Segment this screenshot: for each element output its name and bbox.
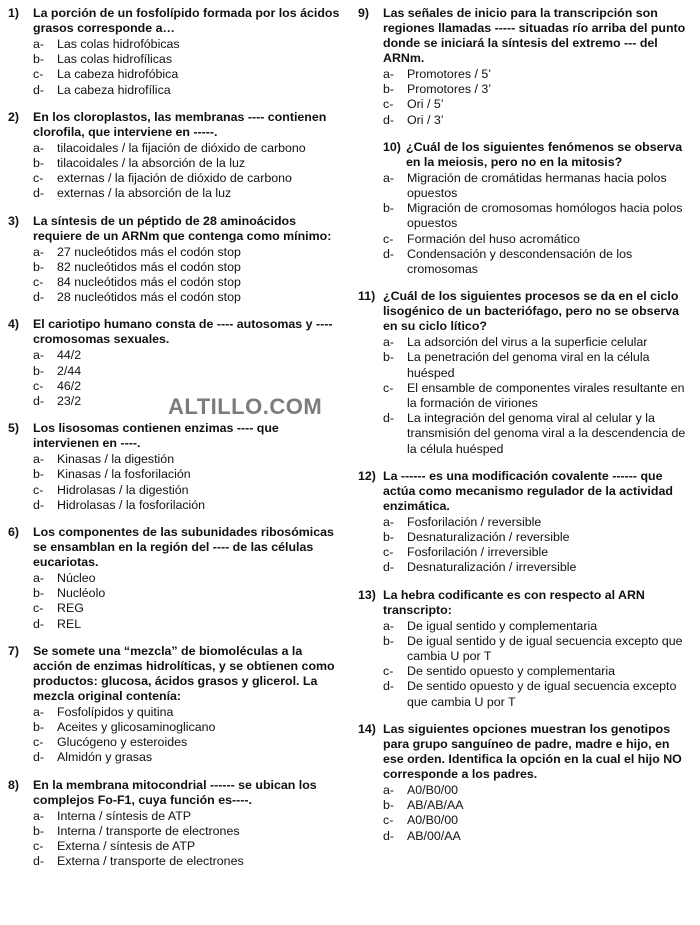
option-letter: a- bbox=[383, 618, 395, 633]
option-letter: b- bbox=[383, 530, 395, 545]
option-item bbox=[8, 824, 340, 839]
option-text: 2/44 bbox=[57, 363, 82, 378]
option-item bbox=[358, 530, 692, 545]
question-header bbox=[358, 722, 692, 782]
option-letter: c- bbox=[383, 380, 394, 395]
option-item bbox=[358, 350, 692, 380]
option-letter: a- bbox=[33, 244, 45, 259]
option-letter: a- bbox=[33, 37, 45, 51]
question-number: 14) bbox=[358, 721, 376, 736]
option-letter: d- bbox=[33, 854, 45, 869]
option-text: Glucógeno y esteroides bbox=[57, 735, 188, 750]
option-letter: a- bbox=[383, 335, 395, 350]
option-text: 27 nucleótidos más el codón stop bbox=[57, 244, 241, 259]
option-text: AB/AB/AA bbox=[407, 798, 464, 813]
option-item bbox=[358, 664, 692, 679]
options-list bbox=[358, 619, 692, 710]
question-header bbox=[8, 110, 340, 140]
option-item bbox=[8, 186, 340, 201]
question-number: 6) bbox=[8, 525, 20, 540]
option-text: A0/B0/00 bbox=[407, 813, 458, 828]
options-list bbox=[8, 245, 340, 306]
option-text: Desnaturalización / irreversible bbox=[407, 560, 577, 575]
option-letter: c- bbox=[33, 378, 44, 393]
option-item bbox=[8, 37, 340, 52]
options-list bbox=[8, 141, 340, 202]
option-letter: c- bbox=[33, 839, 44, 854]
option-text: La penetración del genoma viral en la célula huésped bbox=[407, 350, 650, 380]
option-letter: c- bbox=[33, 601, 44, 616]
option-text: La integración del genoma viral al celular y la transmisión del genoma viral a la descendencia de la célula huésped bbox=[407, 411, 686, 456]
option-item bbox=[8, 260, 340, 275]
option-item bbox=[8, 171, 340, 186]
option-text: Ori / 3’ bbox=[407, 112, 444, 127]
option-text: 44/2 bbox=[57, 348, 82, 363]
option-item bbox=[8, 750, 340, 765]
question-text: Las señales de inicio para la transcripción son regiones llamadas ----- situadas río arriba del punto donde se iniciará la síntesis del extremo --- del ARNm. bbox=[383, 6, 686, 65]
option-text: Nucléolo bbox=[57, 586, 106, 601]
option-text: Desnaturalización / reversible bbox=[407, 530, 570, 545]
option-item bbox=[8, 617, 340, 632]
option-text: De igual sentido y complementaria bbox=[407, 618, 598, 633]
question-text: ¿Cuál de los siguientes fenómenos se observa en la meiosis, pero no en la mitosis? bbox=[406, 139, 683, 169]
option-letter: b- bbox=[33, 586, 45, 601]
option-letter: c- bbox=[383, 97, 394, 112]
question-number: 3) bbox=[8, 213, 20, 228]
option-text: Ori / 5’ bbox=[407, 97, 444, 112]
option-item bbox=[358, 829, 692, 844]
question-number: 11) bbox=[358, 289, 376, 304]
options-list bbox=[8, 37, 340, 98]
option-item bbox=[8, 571, 340, 586]
question-11 bbox=[358, 289, 692, 457]
option-letter: a- bbox=[33, 571, 45, 586]
option-letter: b- bbox=[33, 259, 45, 274]
question-number: 10) bbox=[383, 139, 401, 154]
option-letter: c- bbox=[383, 231, 394, 246]
question-text: En los cloroplastos, las membranas ---- contienen clorofila, que interviene en -----. bbox=[33, 109, 327, 139]
option-letter: a- bbox=[33, 452, 45, 467]
option-item bbox=[8, 467, 340, 482]
option-text: Migración de cromosomas homólogos hacia polos opuestos bbox=[407, 201, 683, 231]
option-text: 84 nucleótidos más el codón stop bbox=[57, 275, 241, 290]
options-list bbox=[358, 515, 692, 576]
option-letter: d- bbox=[33, 497, 45, 512]
question-text: Se somete una “mezcla” de biomoléculas a la acción de enzimas hidrolíticas, y se obtienen como productos: glucosa, ácidos grasos y glicerol. La mezcla original contenía: bbox=[33, 643, 335, 703]
left-column bbox=[8, 6, 340, 882]
options-list bbox=[358, 783, 692, 844]
options-list bbox=[358, 67, 692, 128]
option-text: Externa / síntesis de ATP bbox=[57, 839, 196, 854]
option-text: Promotores / 5’ bbox=[407, 67, 492, 81]
option-text: Promotores / 3’ bbox=[407, 82, 492, 97]
question-text: Las siguientes opciones muestran los genotipos para grupo sanguíneo de padre, madre e hijo, en ese orden. Identifica la opción en la cual el hijo NO corresponde a los padres. bbox=[383, 721, 682, 781]
question-header bbox=[358, 140, 692, 170]
option-item bbox=[8, 705, 340, 720]
option-item bbox=[358, 67, 692, 82]
question-header bbox=[358, 6, 692, 66]
options-list bbox=[8, 571, 340, 632]
option-letter: b- bbox=[383, 82, 395, 97]
option-letter: b- bbox=[33, 156, 45, 171]
option-text: 46/2 bbox=[57, 378, 82, 393]
question-header bbox=[358, 289, 692, 334]
option-item bbox=[8, 483, 340, 498]
question-header bbox=[8, 778, 340, 808]
option-text: Interna / síntesis de ATP bbox=[57, 808, 192, 823]
question-header bbox=[8, 317, 340, 347]
option-text: AB/00/AA bbox=[407, 828, 461, 843]
option-text: Condensación y descondensación de los cromosomas bbox=[407, 246, 633, 277]
option-item bbox=[358, 381, 692, 411]
question-8 bbox=[8, 778, 340, 870]
option-letter: d- bbox=[33, 290, 45, 305]
question-number: 13) bbox=[358, 587, 376, 602]
question-number: 1) bbox=[8, 6, 20, 20]
question-text: La síntesis de un péptido de 28 aminoácidos requiere de un ARNm que contenga como mínimo: bbox=[33, 213, 332, 243]
option-letter: c- bbox=[33, 482, 44, 497]
option-letter: b- bbox=[33, 52, 45, 67]
options-list bbox=[8, 452, 340, 513]
option-letter: a- bbox=[383, 67, 395, 81]
question-text: La hebra codificante es con respecto al ARN transcripto: bbox=[383, 587, 645, 617]
option-text: Aceites y glicosaminoglicano bbox=[57, 720, 216, 735]
option-letter: b- bbox=[33, 720, 45, 735]
option-letter: b- bbox=[383, 798, 395, 813]
option-text: tilacoidales / la fijación de dióxido de carbono bbox=[57, 140, 306, 155]
option-letter: c- bbox=[33, 67, 44, 82]
option-item bbox=[358, 798, 692, 813]
option-letter: d- bbox=[383, 828, 395, 843]
option-text: 23/2 bbox=[57, 394, 82, 409]
option-item bbox=[358, 545, 692, 560]
option-letter: b- bbox=[383, 350, 395, 365]
option-item bbox=[8, 498, 340, 513]
option-text: El ensamble de componentes virales resultante en la formación de viriones bbox=[407, 380, 685, 411]
question-2 bbox=[8, 110, 340, 202]
option-item bbox=[8, 854, 340, 869]
question-3 bbox=[8, 214, 340, 306]
option-item bbox=[358, 232, 692, 247]
option-letter: d- bbox=[33, 616, 45, 631]
option-text: Núcleo bbox=[57, 571, 96, 586]
option-item bbox=[358, 679, 692, 709]
option-text: 82 nucleótidos más el codón stop bbox=[57, 259, 241, 274]
option-item bbox=[8, 809, 340, 824]
option-item bbox=[8, 156, 340, 171]
options-list bbox=[358, 335, 692, 457]
option-item bbox=[358, 247, 692, 277]
option-text: Fosfolípidos y quitina bbox=[57, 704, 174, 719]
option-text: De igual sentido y de igual secuencia excepto que cambia U por T bbox=[407, 633, 683, 664]
question-number: 2) bbox=[8, 109, 20, 124]
option-text: La adsorción del virus a la superficie celular bbox=[407, 335, 648, 350]
option-letter: a- bbox=[33, 348, 45, 363]
option-item bbox=[358, 634, 692, 664]
right-column bbox=[358, 6, 692, 856]
option-item bbox=[358, 411, 692, 457]
option-text: Hidrolasas / la digestión bbox=[57, 482, 189, 497]
option-letter: d- bbox=[383, 679, 395, 694]
option-letter: c- bbox=[33, 275, 44, 290]
question-number: 8) bbox=[8, 777, 20, 792]
option-item bbox=[8, 586, 340, 601]
option-text: externas / la absorción de la luz bbox=[57, 186, 232, 201]
option-item bbox=[358, 813, 692, 828]
option-letter: b- bbox=[33, 363, 45, 378]
option-text: REG bbox=[57, 601, 84, 616]
option-item bbox=[358, 515, 692, 530]
option-letter: c- bbox=[383, 664, 394, 679]
question-1 bbox=[8, 6, 340, 98]
option-letter: d- bbox=[33, 82, 45, 97]
option-letter: c- bbox=[33, 735, 44, 750]
question-text: ¿Cuál de los siguientes procesos se da en el ciclo lisogénico de un bacteriófago, pero no se observa en su ciclo lítico? bbox=[383, 289, 680, 334]
question-header bbox=[358, 588, 692, 618]
question-header bbox=[8, 421, 340, 451]
option-letter: a- bbox=[33, 808, 45, 823]
question-9 bbox=[358, 6, 692, 128]
question-6 bbox=[8, 525, 340, 632]
question-header bbox=[8, 644, 340, 704]
option-item bbox=[358, 619, 692, 634]
option-letter: d- bbox=[33, 394, 45, 409]
option-letter: a- bbox=[383, 782, 395, 797]
question-text: La porción de un fosfolípido formada por los ácidos grasos corresponde a… bbox=[33, 6, 340, 35]
option-letter: b- bbox=[33, 823, 45, 838]
option-item bbox=[358, 97, 692, 112]
option-item bbox=[358, 82, 692, 97]
option-item bbox=[8, 83, 340, 98]
option-text: Las colas hidrofóbicas bbox=[57, 37, 180, 51]
option-letter: d- bbox=[383, 560, 395, 575]
option-text: De sentido opuesto y complementaria bbox=[407, 664, 616, 679]
option-item bbox=[8, 364, 340, 379]
option-item bbox=[8, 67, 340, 82]
option-letter: a- bbox=[33, 140, 45, 155]
options-list bbox=[8, 705, 340, 766]
option-text: Kinasas / la fosforilación bbox=[57, 467, 191, 482]
option-text: La cabeza hidrofóbica bbox=[57, 67, 179, 82]
options-list bbox=[358, 171, 692, 277]
question-14 bbox=[358, 722, 692, 844]
option-item bbox=[358, 783, 692, 798]
option-letter: d- bbox=[33, 750, 45, 765]
question-text: El cariotipo humano consta de ---- autosomas y ----cromosomas sexuales. bbox=[33, 317, 333, 347]
option-text: externas / la fijación de dióxido de carbono bbox=[57, 171, 292, 186]
option-text: Externa / transporte de electrones bbox=[57, 854, 244, 869]
question-number: 12) bbox=[358, 468, 376, 483]
option-text: Interna / transporte de electrones bbox=[57, 823, 240, 838]
question-12 bbox=[358, 469, 692, 576]
question-number: 9) bbox=[358, 6, 370, 20]
option-text: De sentido opuesto y de igual secuencia excepto que cambia U por T bbox=[407, 679, 677, 709]
option-text: Fosforilación / reversible bbox=[407, 514, 542, 529]
option-letter: d- bbox=[383, 246, 395, 261]
option-text: Fosforilación / irreversible bbox=[407, 545, 549, 560]
question-10 bbox=[358, 140, 692, 277]
question-number: 4) bbox=[8, 317, 20, 332]
question-7 bbox=[8, 644, 340, 766]
option-text: Las colas hidrofílicas bbox=[57, 52, 173, 67]
option-item bbox=[8, 720, 340, 735]
option-item bbox=[358, 560, 692, 575]
option-letter: a- bbox=[383, 514, 395, 529]
option-letter: b- bbox=[33, 467, 45, 482]
option-text: tilacoidales / la absorción de la luz bbox=[57, 156, 246, 171]
option-item bbox=[358, 171, 692, 201]
option-letter: c- bbox=[383, 813, 394, 828]
option-text: Kinasas / la digestión bbox=[57, 452, 175, 467]
option-text: Hidrolasas / la fosforilación bbox=[57, 497, 206, 512]
question-text: Los componentes de las subunidades ribosómicas se ensamblan en la región del ---- de las células eucariotas. bbox=[33, 525, 334, 570]
option-text: Formación del huso acromático bbox=[407, 231, 580, 246]
option-item bbox=[8, 141, 340, 156]
question-header bbox=[358, 469, 692, 514]
option-letter: b- bbox=[383, 201, 395, 216]
option-letter: b- bbox=[383, 633, 395, 648]
option-text: 28 nucleótidos más el codón stop bbox=[57, 290, 241, 305]
option-letter: d- bbox=[383, 112, 395, 127]
option-item bbox=[358, 113, 692, 128]
question-number: 7) bbox=[8, 643, 20, 658]
option-item bbox=[8, 379, 340, 394]
option-item bbox=[8, 52, 340, 67]
option-item bbox=[8, 601, 340, 616]
question-text: La ------ es una modificación covalente ------ que actúa como mecanismo regulador de la actividad enzimática. bbox=[383, 468, 673, 513]
option-item bbox=[8, 290, 340, 305]
question-text: Los lisosomas contienen enzimas ---- que intervienen en ----. bbox=[33, 421, 279, 451]
question-text: En la membrana mitocondrial ------ se ubican los complejos Fo-F1, cuya función es----. bbox=[33, 777, 317, 807]
option-item bbox=[8, 245, 340, 260]
option-letter: a- bbox=[383, 170, 395, 185]
option-text: A0/B0/00 bbox=[407, 782, 458, 797]
option-letter: c- bbox=[33, 171, 44, 186]
question-header bbox=[8, 6, 340, 36]
question-5 bbox=[8, 421, 340, 513]
option-text: Migración de cromátidas hermanas hacia polos opuestos bbox=[407, 170, 667, 201]
option-letter: d- bbox=[33, 186, 45, 201]
option-letter: c- bbox=[383, 545, 394, 560]
option-item bbox=[8, 735, 340, 750]
option-text: REL bbox=[57, 616, 82, 631]
question-13 bbox=[358, 588, 692, 710]
question-number: 5) bbox=[8, 421, 20, 436]
option-item bbox=[8, 348, 340, 363]
option-item bbox=[358, 201, 692, 231]
option-item bbox=[8, 839, 340, 854]
option-text: La cabeza hidrofílica bbox=[57, 82, 171, 97]
question-header bbox=[8, 214, 340, 244]
options-list bbox=[8, 809, 340, 870]
option-letter: d- bbox=[383, 411, 395, 426]
option-item bbox=[8, 275, 340, 290]
option-item bbox=[8, 452, 340, 467]
option-letter: a- bbox=[33, 704, 45, 719]
watermark: ALTILLO.COM bbox=[168, 394, 323, 419]
option-item bbox=[358, 335, 692, 350]
option-text: Almidón y grasas bbox=[57, 750, 153, 765]
question-header bbox=[8, 525, 340, 570]
